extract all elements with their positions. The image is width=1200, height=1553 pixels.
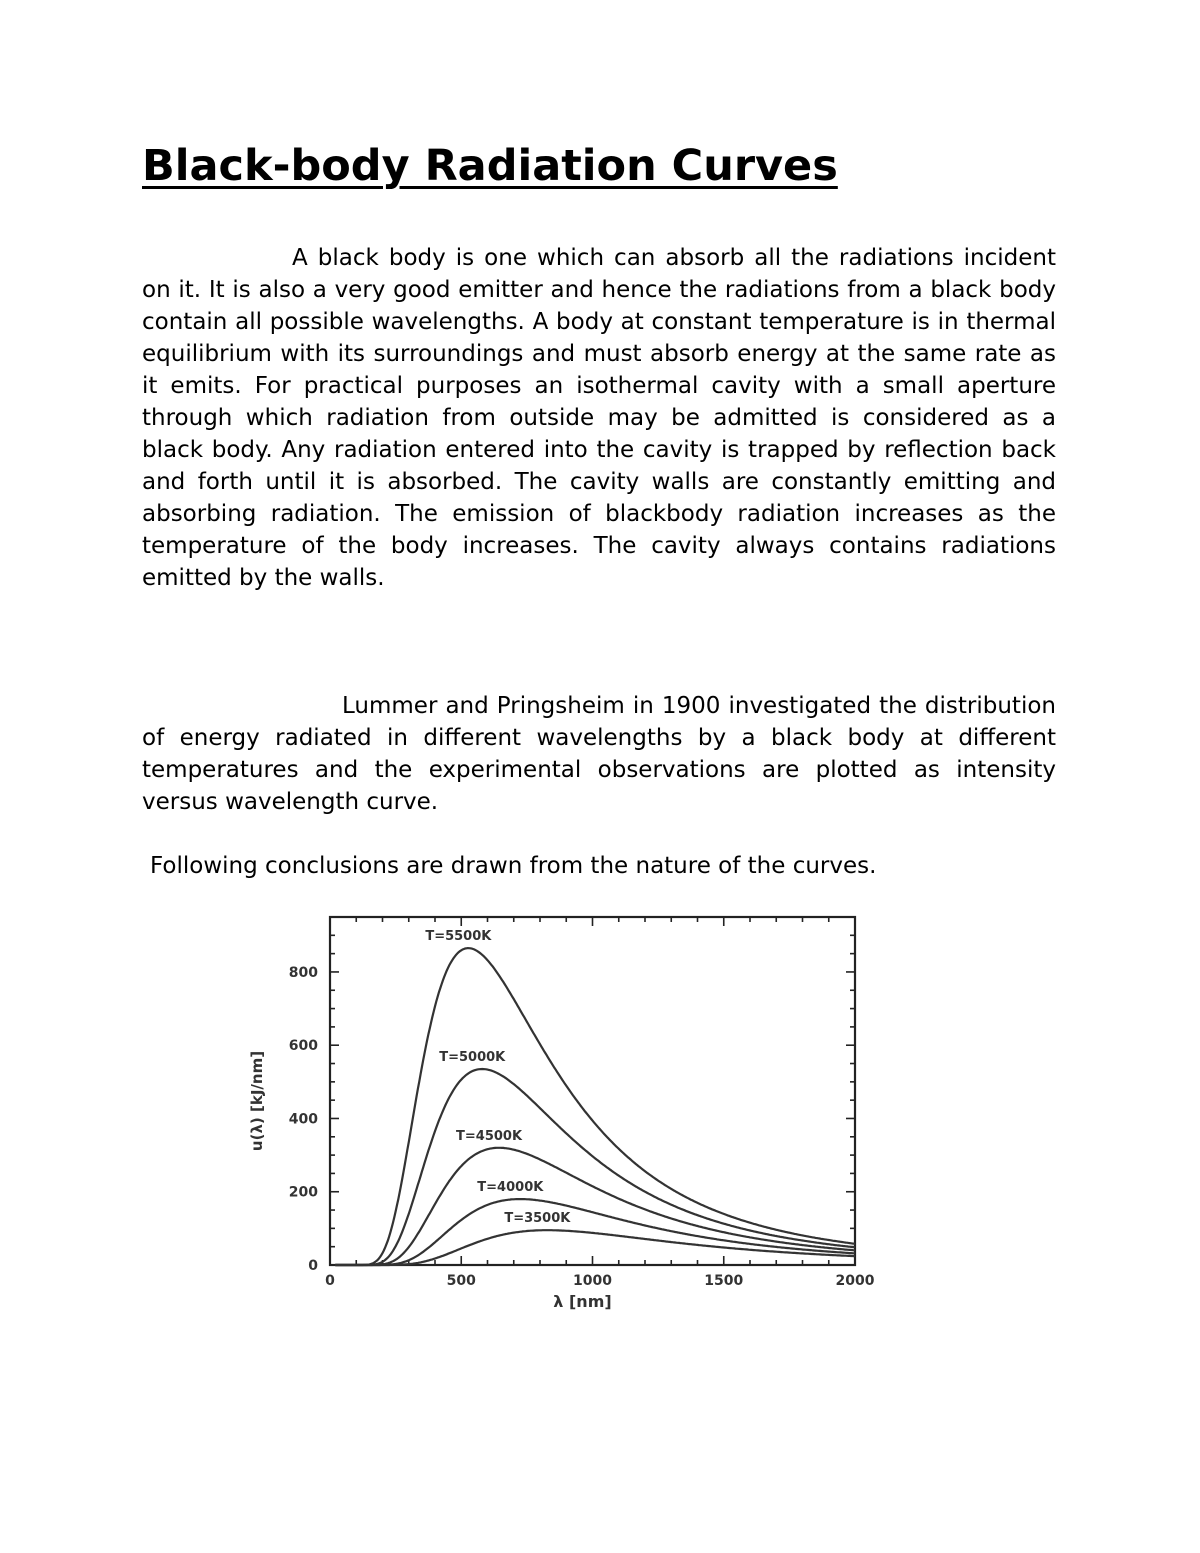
curve-label-t-4500k: T=4500K — [456, 1128, 523, 1144]
y-tick-label: 800 — [288, 964, 318, 981]
curve-t-5000k — [335, 1069, 855, 1265]
curve-label-t-4000k: T=4000K — [477, 1180, 544, 1196]
y-axis-label: u(λ) [kJ/nm] — [248, 1050, 266, 1152]
x-axis-label: λ [nm] — [553, 1292, 612, 1311]
x-tick-label: 1000 — [573, 1273, 612, 1289]
y-tick-label: 600 — [288, 1038, 318, 1055]
paragraph-lummer-pringsheim: Lummer and Pringsheim in 1900 investigated the distribution of energy radiated in different wavelengths by a black body at different temperatures and the experimental observations are plotted as intensity versus wavelength curve. — [142, 693, 1056, 815]
curve-label-t-5000k: T=5000K — [439, 1050, 506, 1066]
curve-label-t-3500k: T=3500K — [504, 1211, 571, 1227]
x-tick-label: 2000 — [835, 1273, 875, 1289]
paragraph-conclusions-intro: Following conclusions are drawn from the nature of the curves. — [150, 853, 877, 879]
x-tick-label: 0 — [325, 1273, 335, 1289]
curve-t-5500k — [335, 948, 855, 1265]
document-title: Black-body Radiation Curves — [142, 141, 838, 191]
x-tick-label: 500 — [446, 1273, 476, 1289]
y-tick-label: 0 — [308, 1258, 318, 1274]
curve-label-t-5500k: T=5500K — [425, 929, 492, 945]
blackbody-chart — [200, 895, 900, 1315]
paragraph-black-body-definition: A black body is one which can absorb all the radiations incident on it. It is also a very good emitter and hence the radiations from a black body contain all possible wavelengths. A body at constant temperature is in thermal equilibrium with its surroundings and must absorb energy at the same rate as it emits. For practical purposes an isothermal cavity with a small aperture through which radiation from outside may be admitted is considered as a black body. Any radiation entered into the cavity is trapped by reflection back and forth until it is absorbed. The cavity walls are constantly emitting and absorbing radiation. The emission of blackbody radiation increases as the temperature of the body increases. The cavity always contains radiations emitted by the walls. — [142, 245, 1056, 591]
y-tick-label: 400 — [288, 1111, 318, 1128]
x-tick-label: 1500 — [704, 1273, 744, 1289]
curve-t-4000k — [335, 1199, 855, 1265]
y-tick-label: 200 — [288, 1184, 318, 1201]
